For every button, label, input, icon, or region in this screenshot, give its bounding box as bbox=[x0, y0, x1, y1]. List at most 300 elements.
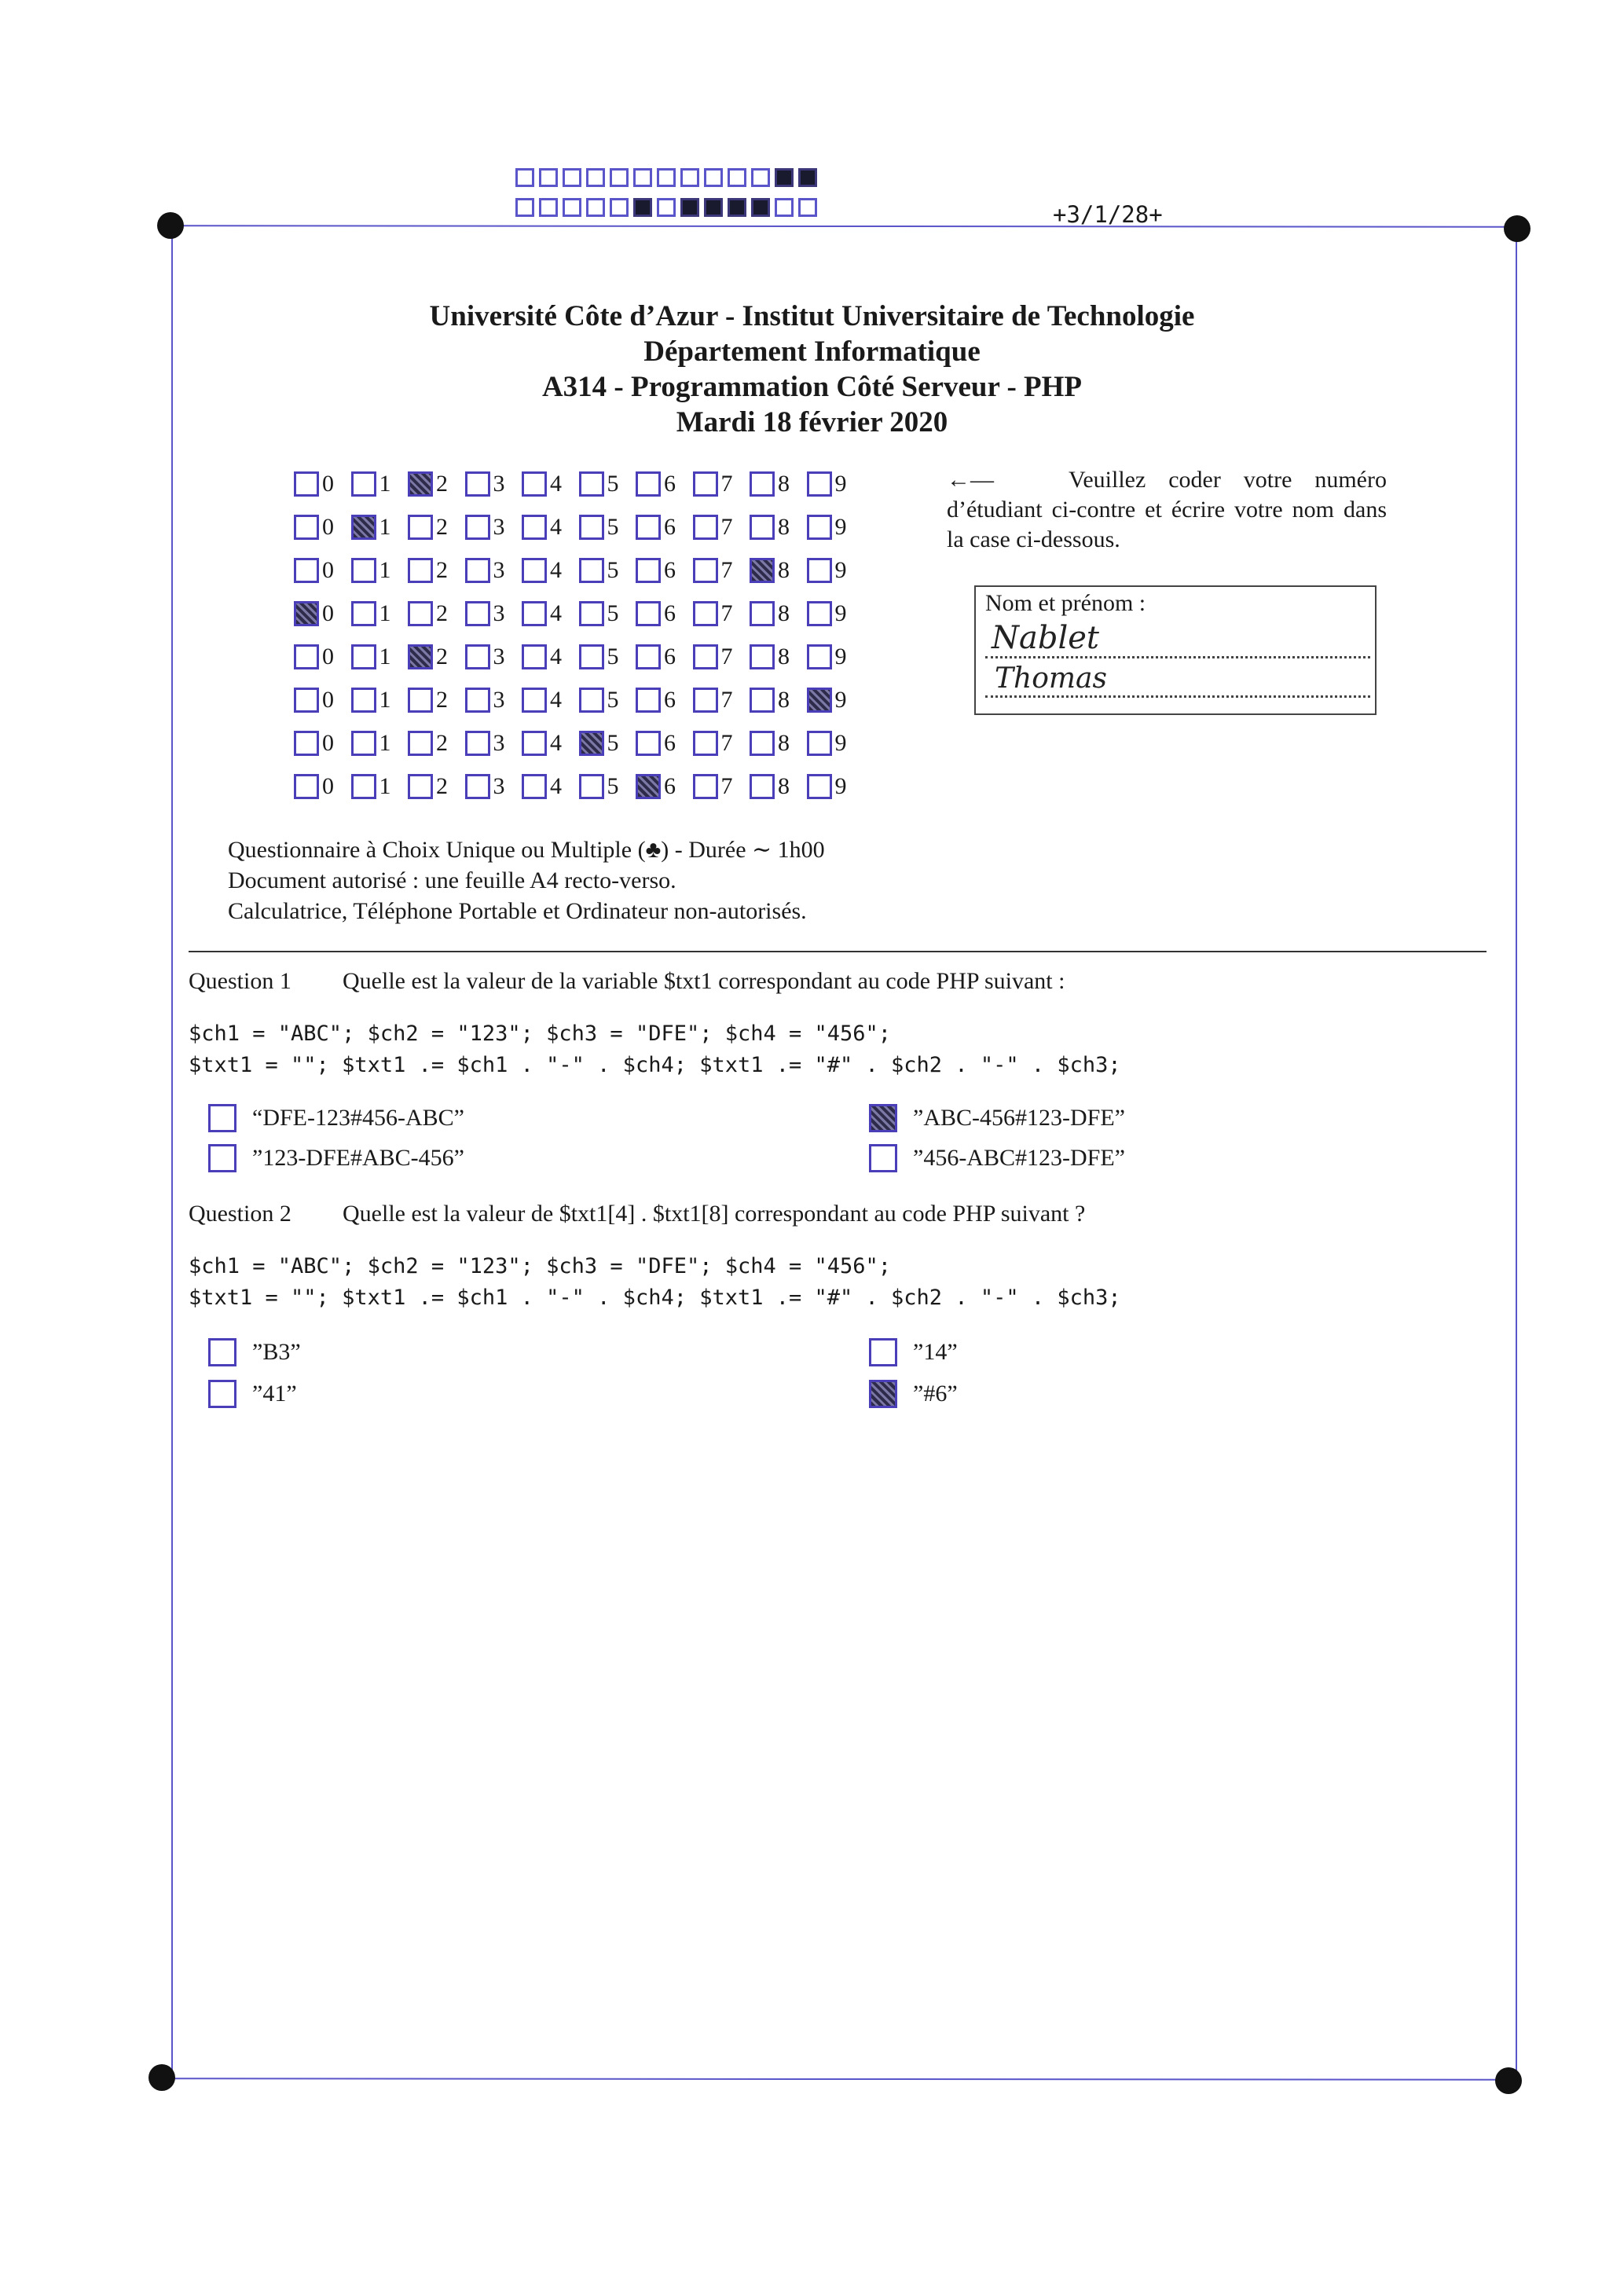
digit-checkbox[interactable] bbox=[693, 558, 718, 583]
code-strip-cell bbox=[728, 168, 746, 187]
digit-label: 5 bbox=[607, 729, 619, 756]
digit-checkbox[interactable] bbox=[351, 688, 376, 713]
code-strip-cell bbox=[798, 168, 817, 187]
digit-label: 9 bbox=[834, 556, 847, 583]
corner-marker-top-right bbox=[1504, 215, 1531, 242]
digit-option[interactable] bbox=[294, 514, 351, 541]
question-2-answer-a[interactable] bbox=[208, 1338, 301, 1366]
corner-marker-top-left bbox=[157, 212, 184, 239]
digit-label: 7 bbox=[720, 600, 733, 626]
digit-label: 8 bbox=[778, 643, 790, 669]
question-1-answer-a-text: “DFE-123#456-ABC” bbox=[252, 1105, 464, 1131]
digit-option[interactable] bbox=[465, 600, 522, 627]
digit-checkbox[interactable] bbox=[579, 515, 604, 540]
digit-label: 6 bbox=[664, 729, 676, 756]
digit-checkbox[interactable] bbox=[807, 731, 832, 756]
digit-checkbox[interactable] bbox=[579, 644, 604, 669]
code-strip-cell bbox=[539, 168, 558, 187]
digit-option[interactable] bbox=[693, 773, 750, 800]
digit-label: 4 bbox=[550, 600, 562, 626]
digit-checkbox[interactable] bbox=[579, 774, 604, 799]
digit-checkbox[interactable] bbox=[408, 471, 433, 497]
digit-checkbox[interactable] bbox=[636, 688, 661, 713]
digit-option[interactable] bbox=[294, 773, 351, 800]
digit-label: 7 bbox=[720, 772, 733, 799]
digit-checkbox[interactable] bbox=[465, 471, 490, 497]
digit-option[interactable] bbox=[294, 557, 351, 584]
digit-option[interactable] bbox=[408, 730, 465, 757]
digit-option[interactable] bbox=[465, 730, 522, 757]
digit-checkbox[interactable] bbox=[408, 558, 433, 583]
digit-option[interactable] bbox=[465, 773, 522, 800]
digit-option[interactable] bbox=[693, 600, 750, 627]
digit-label: 6 bbox=[664, 600, 676, 626]
digit-label: 4 bbox=[550, 513, 562, 540]
header-course: A314 - Programmation Côté Serveur - PHP bbox=[541, 371, 1083, 403]
digit-checkbox[interactable] bbox=[807, 774, 832, 799]
digit-option[interactable] bbox=[636, 687, 693, 713]
digit-checkbox[interactable] bbox=[750, 601, 775, 626]
digit-option[interactable] bbox=[579, 600, 636, 627]
digit-checkbox[interactable] bbox=[693, 644, 718, 669]
question-1 bbox=[189, 968, 1065, 995]
digit-label: 3 bbox=[493, 643, 505, 669]
digit-option[interactable] bbox=[522, 730, 579, 757]
question-1-code-line-1: $ch1 = "ABC"; $ch2 = "123"; $ch3 = "DFE"; $ch4 = "456"; bbox=[189, 1021, 892, 1046]
digit-option[interactable] bbox=[693, 687, 750, 713]
digit-option[interactable] bbox=[750, 730, 807, 757]
digit-option[interactable] bbox=[465, 644, 522, 670]
question-1-answer-b-text: ”ABC-456#123-DFE” bbox=[913, 1105, 1125, 1131]
digit-option[interactable] bbox=[750, 514, 807, 541]
digit-option[interactable] bbox=[636, 600, 693, 627]
digit-checkbox[interactable] bbox=[408, 774, 433, 799]
digit-label: 4 bbox=[550, 643, 562, 669]
digit-checkbox[interactable] bbox=[294, 601, 319, 626]
digit-label: 5 bbox=[607, 643, 619, 669]
digit-option[interactable] bbox=[636, 773, 693, 800]
digit-label: 6 bbox=[664, 513, 676, 540]
digit-option[interactable] bbox=[750, 687, 807, 713]
digit-checkbox[interactable] bbox=[522, 644, 547, 669]
digit-option[interactable] bbox=[522, 471, 579, 497]
digit-option[interactable] bbox=[408, 514, 465, 541]
digit-checkbox[interactable] bbox=[351, 644, 376, 669]
exam-info-documents: Document autorisé : une feuille A4 recto-verso. bbox=[228, 867, 676, 893]
digit-checkbox[interactable] bbox=[807, 558, 832, 583]
digit-checkbox[interactable] bbox=[636, 774, 661, 799]
digit-checkbox[interactable] bbox=[807, 644, 832, 669]
instructions-text: Veuillez coder votre numéro d’étudiant ci-contre et écrire votre nom dans la case ci-dessous. bbox=[947, 467, 1387, 552]
digit-checkbox[interactable] bbox=[465, 601, 490, 626]
digit-option[interactable] bbox=[465, 687, 522, 713]
digit-checkbox[interactable] bbox=[294, 644, 319, 669]
digit-label: 2 bbox=[436, 600, 448, 626]
question-2-answer-b[interactable] bbox=[869, 1338, 958, 1366]
digit-label: 5 bbox=[607, 556, 619, 583]
digit-option[interactable] bbox=[294, 730, 351, 757]
name-box[interactable] bbox=[974, 585, 1377, 715]
digit-checkbox[interactable] bbox=[750, 558, 775, 583]
arrow-left-icon: ←— bbox=[947, 467, 994, 493]
question-1-answer-b-checkbox[interactable] bbox=[869, 1104, 897, 1132]
question-2-answer-c[interactable] bbox=[208, 1380, 297, 1408]
digit-checkbox[interactable] bbox=[294, 558, 319, 583]
digit-option[interactable] bbox=[408, 644, 465, 670]
name-line-2 bbox=[985, 695, 1370, 698]
digit-option[interactable] bbox=[408, 557, 465, 584]
code-strip-cell bbox=[515, 198, 534, 217]
student-number-row-1 bbox=[294, 462, 863, 505]
digit-label: 0 bbox=[322, 729, 334, 756]
student-number-row-6 bbox=[294, 678, 863, 721]
digit-checkbox[interactable] bbox=[693, 774, 718, 799]
digit-option[interactable] bbox=[807, 600, 864, 627]
digit-checkbox[interactable] bbox=[750, 731, 775, 756]
digit-checkbox[interactable] bbox=[807, 471, 832, 497]
question-1-label: Question 1 bbox=[189, 968, 291, 994]
digit-checkbox[interactable] bbox=[579, 601, 604, 626]
digit-option[interactable] bbox=[750, 471, 807, 497]
digit-checkbox[interactable] bbox=[465, 731, 490, 756]
digit-label: 3 bbox=[493, 556, 505, 583]
digit-checkbox[interactable] bbox=[522, 601, 547, 626]
digit-checkbox[interactable] bbox=[465, 558, 490, 583]
digit-label: 1 bbox=[379, 772, 391, 799]
question-2-answer-b-checkbox[interactable] bbox=[869, 1338, 897, 1366]
question-1-answer-d-text: ”456-ABC#123-DFE” bbox=[913, 1145, 1125, 1171]
exam-info-duration: Questionnaire à Choix Unique ou Multiple (♣) - Durée ∼ 1h00 bbox=[228, 837, 825, 863]
digit-label: 0 bbox=[322, 600, 334, 626]
digit-checkbox[interactable] bbox=[408, 515, 433, 540]
digit-option[interactable] bbox=[579, 514, 636, 541]
code-strip-cell bbox=[775, 198, 794, 217]
digit-checkbox[interactable] bbox=[693, 471, 718, 497]
digit-checkbox[interactable] bbox=[522, 774, 547, 799]
question-1-answer-d-checkbox[interactable] bbox=[869, 1144, 897, 1172]
digit-checkbox[interactable] bbox=[579, 558, 604, 583]
digit-label: 9 bbox=[834, 772, 847, 799]
digit-option[interactable] bbox=[579, 471, 636, 497]
digit-label: 0 bbox=[322, 513, 334, 540]
digit-label: 6 bbox=[664, 772, 676, 799]
digit-label: 8 bbox=[778, 513, 790, 540]
digit-label: 4 bbox=[550, 772, 562, 799]
question-1-answer-c[interactable] bbox=[208, 1144, 464, 1172]
digit-checkbox[interactable] bbox=[408, 644, 433, 669]
digit-checkbox[interactable] bbox=[408, 731, 433, 756]
digit-label: 5 bbox=[607, 686, 619, 713]
digit-checkbox[interactable] bbox=[351, 774, 376, 799]
code-strip-cell bbox=[680, 198, 699, 217]
digit-checkbox[interactable] bbox=[807, 601, 832, 626]
digit-checkbox[interactable] bbox=[465, 774, 490, 799]
digit-label: 8 bbox=[778, 600, 790, 626]
page-reference: +3/1/28+ bbox=[1053, 201, 1163, 228]
digit-option[interactable] bbox=[294, 471, 351, 497]
digit-label: 1 bbox=[379, 686, 391, 713]
digit-checkbox[interactable] bbox=[693, 601, 718, 626]
digit-checkbox[interactable] bbox=[408, 601, 433, 626]
digit-checkbox[interactable] bbox=[636, 731, 661, 756]
digit-option[interactable] bbox=[351, 773, 409, 800]
question-2-code bbox=[189, 1251, 1121, 1314]
digit-checkbox[interactable] bbox=[351, 515, 376, 540]
digit-option[interactable] bbox=[351, 687, 409, 713]
question-2-answer-d[interactable] bbox=[869, 1380, 958, 1408]
digit-label: 1 bbox=[379, 470, 391, 497]
digit-checkbox[interactable] bbox=[636, 471, 661, 497]
digit-label: 5 bbox=[607, 513, 619, 540]
digit-checkbox[interactable] bbox=[522, 515, 547, 540]
digit-option[interactable] bbox=[750, 644, 807, 670]
digit-checkbox[interactable] bbox=[294, 471, 319, 497]
handwritten-first-name: Thomas bbox=[995, 662, 1107, 695]
digit-label: 5 bbox=[607, 772, 619, 799]
digit-option[interactable] bbox=[636, 471, 693, 497]
question-2-answer-d-text: ”#6” bbox=[913, 1381, 958, 1407]
digit-label: 4 bbox=[550, 729, 562, 756]
digit-checkbox[interactable] bbox=[693, 688, 718, 713]
digit-label: 2 bbox=[436, 643, 448, 669]
digit-option[interactable] bbox=[693, 644, 750, 670]
code-strip-cell bbox=[563, 168, 581, 187]
code-strip-cell bbox=[751, 198, 770, 217]
handwritten-last-name: Nablet bbox=[992, 620, 1099, 656]
digit-checkbox[interactable] bbox=[294, 515, 319, 540]
digit-option[interactable] bbox=[465, 557, 522, 584]
digit-option[interactable] bbox=[579, 644, 636, 670]
digit-option[interactable] bbox=[693, 557, 750, 584]
digit-option[interactable] bbox=[522, 644, 579, 670]
digit-checkbox[interactable] bbox=[636, 515, 661, 540]
digit-checkbox[interactable] bbox=[750, 688, 775, 713]
digit-option[interactable] bbox=[408, 687, 465, 713]
name-line-1 bbox=[985, 656, 1370, 658]
question-1-answer-c-checkbox[interactable] bbox=[208, 1144, 236, 1172]
question-2-answer-a-checkbox[interactable] bbox=[208, 1338, 236, 1366]
question-1-answer-b[interactable] bbox=[869, 1104, 1125, 1132]
digit-option[interactable] bbox=[750, 600, 807, 627]
digit-option[interactable] bbox=[351, 471, 409, 497]
digit-option[interactable] bbox=[807, 644, 864, 670]
exam-info bbox=[228, 834, 825, 926]
digit-option[interactable] bbox=[693, 514, 750, 541]
digit-option[interactable] bbox=[294, 644, 351, 670]
digit-label: 9 bbox=[834, 686, 847, 713]
question-2-code-line-2: $txt1 = ""; $txt1 .= $ch1 . "-" . $ch4; $txt1 .= "#" . $ch2 . "-" . $ch3; bbox=[189, 1286, 1121, 1310]
digit-option[interactable] bbox=[522, 600, 579, 627]
digit-checkbox[interactable] bbox=[465, 515, 490, 540]
digit-checkbox[interactable] bbox=[807, 688, 832, 713]
digit-checkbox[interactable] bbox=[465, 644, 490, 669]
digit-label: 0 bbox=[322, 556, 334, 583]
digit-option[interactable] bbox=[579, 557, 636, 584]
digit-checkbox[interactable] bbox=[750, 471, 775, 497]
digit-option[interactable] bbox=[636, 730, 693, 757]
digit-label: 1 bbox=[379, 556, 391, 583]
digit-label: 9 bbox=[834, 513, 847, 540]
digit-option[interactable] bbox=[465, 471, 522, 497]
code-strip-cell bbox=[657, 168, 676, 187]
digit-label: 4 bbox=[550, 470, 562, 497]
digit-label: 3 bbox=[493, 729, 505, 756]
digit-label: 6 bbox=[664, 470, 676, 497]
digit-option[interactable] bbox=[579, 687, 636, 713]
digit-label: 4 bbox=[550, 556, 562, 583]
code-strip-cell bbox=[610, 168, 629, 187]
digit-label: 4 bbox=[550, 686, 562, 713]
question-2-answer-c-checkbox[interactable] bbox=[208, 1380, 236, 1408]
digit-option[interactable] bbox=[522, 514, 579, 541]
digit-checkbox[interactable] bbox=[408, 688, 433, 713]
digit-checkbox[interactable] bbox=[750, 644, 775, 669]
digit-label: 0 bbox=[322, 772, 334, 799]
code-strip-cell bbox=[704, 168, 723, 187]
digit-checkbox[interactable] bbox=[579, 731, 604, 756]
digit-label: 1 bbox=[379, 513, 391, 540]
digit-label: 9 bbox=[834, 470, 847, 497]
digit-label: 7 bbox=[720, 513, 733, 540]
digit-option[interactable] bbox=[351, 644, 409, 670]
digit-checkbox[interactable] bbox=[351, 731, 376, 756]
digit-label: 3 bbox=[493, 772, 505, 799]
corner-marker-bottom-right bbox=[1495, 2067, 1522, 2094]
digit-checkbox[interactable] bbox=[693, 515, 718, 540]
digit-option[interactable] bbox=[408, 471, 465, 497]
digit-option[interactable] bbox=[807, 687, 864, 713]
digit-option[interactable] bbox=[636, 644, 693, 670]
code-strip-cell bbox=[539, 198, 558, 217]
code-strip-cell bbox=[610, 198, 629, 217]
digit-label: 1 bbox=[379, 600, 391, 626]
digit-label: 2 bbox=[436, 729, 448, 756]
digit-checkbox[interactable] bbox=[294, 688, 319, 713]
digit-checkbox[interactable] bbox=[636, 558, 661, 583]
digit-checkbox[interactable] bbox=[579, 688, 604, 713]
question-1-answer-a[interactable] bbox=[208, 1104, 464, 1132]
digit-option[interactable] bbox=[351, 730, 409, 757]
digit-checkbox[interactable] bbox=[636, 601, 661, 626]
digit-option[interactable] bbox=[294, 687, 351, 713]
digit-option[interactable] bbox=[579, 730, 636, 757]
code-strip-cell bbox=[633, 198, 652, 217]
question-1-answer-d[interactable] bbox=[869, 1144, 1125, 1172]
question-2-label: Question 2 bbox=[189, 1201, 291, 1227]
digit-label: 7 bbox=[720, 729, 733, 756]
digit-checkbox[interactable] bbox=[351, 601, 376, 626]
digit-checkbox[interactable] bbox=[693, 731, 718, 756]
digit-label: 2 bbox=[436, 556, 448, 583]
digit-option[interactable] bbox=[693, 730, 750, 757]
digit-option[interactable] bbox=[579, 773, 636, 800]
digit-label: 2 bbox=[436, 686, 448, 713]
digit-option[interactable] bbox=[522, 687, 579, 713]
code-strip-cell bbox=[633, 168, 652, 187]
digit-label: 0 bbox=[322, 470, 334, 497]
digit-option[interactable] bbox=[807, 471, 864, 497]
digit-label: 8 bbox=[778, 470, 790, 497]
digit-option[interactable] bbox=[522, 557, 579, 584]
digit-option[interactable] bbox=[465, 514, 522, 541]
digit-label: 8 bbox=[778, 772, 790, 799]
digit-option[interactable] bbox=[636, 514, 693, 541]
digit-checkbox[interactable] bbox=[750, 515, 775, 540]
digit-option[interactable] bbox=[351, 557, 409, 584]
exam-header bbox=[0, 299, 1624, 440]
digit-checkbox[interactable] bbox=[351, 558, 376, 583]
digit-checkbox[interactable] bbox=[465, 688, 490, 713]
digit-checkbox[interactable] bbox=[522, 688, 547, 713]
digit-label: 8 bbox=[778, 729, 790, 756]
code-strip-cell bbox=[657, 198, 676, 217]
digit-checkbox[interactable] bbox=[522, 471, 547, 497]
digit-checkbox[interactable] bbox=[579, 471, 604, 497]
digit-option[interactable] bbox=[408, 773, 465, 800]
digit-option[interactable] bbox=[807, 514, 864, 541]
question-2-text: Quelle est la valeur de $txt1[4] . $txt1[8] correspondant au code PHP suivant ? bbox=[343, 1201, 1086, 1227]
digit-option[interactable] bbox=[351, 514, 409, 541]
exam-info-devices: Calculatrice, Téléphone Portable et Ordinateur non-autorisés. bbox=[228, 898, 807, 924]
student-number-instructions bbox=[947, 465, 1387, 555]
digit-option[interactable] bbox=[636, 557, 693, 584]
digit-label: 3 bbox=[493, 600, 505, 626]
digit-checkbox[interactable] bbox=[351, 471, 376, 497]
digit-label: 6 bbox=[664, 643, 676, 669]
student-number-row-3 bbox=[294, 548, 863, 592]
digit-checkbox[interactable] bbox=[807, 515, 832, 540]
digit-label: 8 bbox=[778, 556, 790, 583]
question-2-answer-a-text: ”B3” bbox=[252, 1339, 301, 1365]
digit-label: 5 bbox=[607, 600, 619, 626]
student-number-row-5 bbox=[294, 635, 863, 678]
digit-label: 0 bbox=[322, 643, 334, 669]
digit-option[interactable] bbox=[807, 557, 864, 584]
header-university: Université Côte d’Azur - Institut Universitaire de Technologie bbox=[429, 300, 1195, 332]
digit-option[interactable] bbox=[807, 730, 864, 757]
question-1-text: Quelle est la valeur de la variable $txt1 correspondant au code PHP suivant : bbox=[343, 968, 1065, 994]
question-1-answer-a-checkbox[interactable] bbox=[208, 1104, 236, 1132]
digit-checkbox[interactable] bbox=[522, 558, 547, 583]
student-number-row-8 bbox=[294, 765, 863, 808]
digit-checkbox[interactable] bbox=[522, 731, 547, 756]
digit-checkbox[interactable] bbox=[750, 774, 775, 799]
digit-option[interactable] bbox=[522, 773, 579, 800]
digit-checkbox[interactable] bbox=[294, 731, 319, 756]
digit-option[interactable] bbox=[807, 773, 864, 800]
digit-label: 3 bbox=[493, 513, 505, 540]
digit-option[interactable] bbox=[294, 600, 351, 627]
digit-option[interactable] bbox=[750, 773, 807, 800]
code-strip-cell bbox=[751, 168, 770, 187]
question-2-answer-d-checkbox[interactable] bbox=[869, 1380, 897, 1408]
digit-label: 7 bbox=[720, 643, 733, 669]
digit-option[interactable] bbox=[750, 557, 807, 584]
digit-label: 9 bbox=[834, 600, 847, 626]
question-2-code-line-1: $ch1 = "ABC"; $ch2 = "123"; $ch3 = "DFE"; $ch4 = "456"; bbox=[189, 1254, 892, 1278]
digit-checkbox[interactable] bbox=[294, 774, 319, 799]
digit-checkbox[interactable] bbox=[636, 644, 661, 669]
question-2-answer-b-text: ”14” bbox=[913, 1339, 958, 1365]
digit-label: 9 bbox=[834, 729, 847, 756]
digit-label: 3 bbox=[493, 470, 505, 497]
digit-label: 6 bbox=[664, 686, 676, 713]
digit-option[interactable] bbox=[693, 471, 750, 497]
digit-option[interactable] bbox=[351, 600, 409, 627]
digit-option[interactable] bbox=[408, 600, 465, 627]
header-date: Mardi 18 février 2020 bbox=[676, 406, 948, 438]
digit-label: 2 bbox=[436, 470, 448, 497]
